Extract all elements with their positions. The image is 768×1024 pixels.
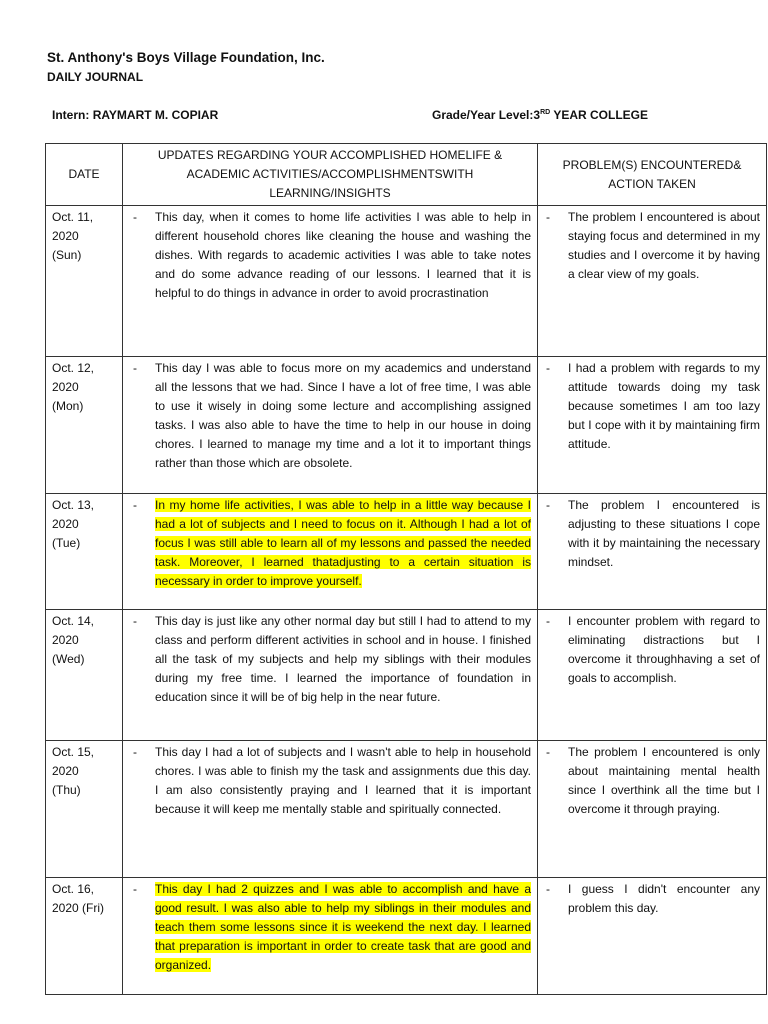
date-line: Oct. 14, [52,614,95,628]
grade-line [432,108,648,122]
update-text-block [155,743,531,819]
date-line: Oct. 16, [52,882,95,896]
update-text-block [155,359,531,473]
update-item [123,357,537,475]
update-item [123,741,537,821]
table-row [46,206,767,357]
bullet-dash: - [133,361,137,375]
problem-text-block [568,612,760,688]
problem-item [538,206,766,286]
update-text: This day, when it comes to home life activities I was able to help in different household chores like cleaning the house and washing the dishes. With regards to academic activities I was able to take notes and do some advance reading of our lessons. I learned that it is helpful to do things in advance in order to avoid procrastination [155,210,531,300]
problem-cell [538,357,767,494]
problem-text: The problem I encountered is about staying focus and determined in my studies and I overcome it by having a clear view of my goals. [568,210,760,281]
problem-cell [538,878,767,995]
bullet-dash: - [546,614,550,628]
update-text: This day I had a lot of subjects and I wasn't able to help in household chores. I was able to finish my the task and assignments due this day. I am also consistently praying and I learned that it is important because it will keep me mentally stable and spiritually connected. [155,745,531,816]
table-row [46,878,767,995]
bullet-dash: - [133,745,137,759]
bullet-dash: - [133,210,137,224]
update-text-highlighted: This day I had 2 quizzes and I was able to accomplish and have a good result. I was also able to help my siblings in their modules and teach them some lessons since it is weekend the next day. I learned that preparation is important in order to create task that are good and organized. [155,882,531,972]
intern-label: Intern: [52,108,90,122]
bullet-dash: - [546,745,550,759]
date-line: Oct. 15, [52,745,95,759]
grade-value: YEAR COLLEGE [550,108,648,122]
update-item-highlighted [123,494,537,593]
problem-cell [538,494,767,610]
bullet-dash: - [133,498,137,512]
problem-text-block [568,880,760,918]
table-row [46,741,767,878]
table-header-row [46,144,767,206]
problem-cell [538,206,767,357]
problem-text: The problem I encountered is adjusting to these situations I cope with it by maintaining the necessary mindset. [568,498,760,569]
update-cell [123,878,538,995]
update-text-highlighted: In my home life activities, I was able to help in a little way because I had a lot of subjects and I need to focus on it. Although I had a lot of focus I was still able to learn all of my lessons and passed the needed task. Moreover, I learned thatadjusting to a certain situation is necessary in order to improve yourself. [155,498,531,588]
date-cell [46,357,123,494]
date-line: (Tue) [52,536,81,550]
update-cell [123,741,538,878]
date-line: 2020 [52,380,79,394]
problem-item [538,741,766,821]
header-date: DATE [46,144,123,206]
bullet-dash: - [546,361,550,375]
date-line: Oct. 12, [52,361,95,375]
bullet-dash: - [546,882,550,896]
date-line: 2020 [52,517,79,531]
date-line: 2020 [52,633,79,647]
update-text: This day I was able to focus more on my academics and understand all the lessons that we had. Since I have a lot of free time, I was able to use it wisely in doing some lecture and accomplishing assigned tasks. I was also able to have the time to help in our house in doing chores. I learned to manage my time and a lot it to important things rather than those which are obsolete. [155,361,531,470]
date-cell [46,610,123,741]
update-cell [123,357,538,494]
date-line: (Thu) [52,783,81,797]
update-text-block [155,612,531,707]
problem-text-block [568,496,760,572]
update-cell [123,494,538,610]
update-item-highlighted [123,878,537,977]
document-type: DAILY JOURNAL [47,70,144,84]
date-cell [46,494,123,610]
table-row [46,357,767,494]
date-line: Oct. 11, [52,210,94,224]
problem-text: The problem I encountered is only about maintaining mental health since I overthink all the time but I overcome it through praying. [568,745,760,816]
update-text: This day is just like any other normal day but still I had to attend to my class and perform different activities in school and in house. I finished all the task of my subjects and help my siblings with their modules during my free time. I learned the importance of foundation in education since it will be of big help in the near future. [155,614,531,704]
grade-label: Grade/Year Level:3 [432,108,541,122]
problem-text: I had a problem with regards to my attitude towards doing my task because sometimes I am too lazy but I cope with it by maintaining firm attitude. [568,361,760,451]
problem-text-block [568,359,760,454]
date-line: (Wed) [52,652,85,666]
date-cell [46,741,123,878]
update-item [123,610,537,709]
date-line: (Sun) [52,248,82,262]
intern-line [52,108,218,122]
problem-item [538,494,766,574]
table-row [46,494,767,610]
problem-item [538,878,766,920]
problem-item [538,357,766,456]
update-item [123,206,537,305]
date-line: 2020 [52,229,79,243]
header-updates: UPDATES REGARDING YOUR ACCOMPLISHED HOMELIFE & ACADEMIC ACTIVITIES/ACCOMPLISHMENTSWITH LEARNING/INSIGHTS [123,144,538,206]
date-line: (Mon) [52,399,84,413]
update-text-block [155,496,531,591]
date-line: 2020 [52,764,79,778]
update-text-block [155,880,531,975]
journal-table [45,143,767,995]
bullet-dash: - [546,498,550,512]
problem-text: I encounter problem with regard to eliminating distractions but I overcome it throughhaving a set of goals to accomplish. [568,614,760,685]
date-line: Oct. 13, [52,498,95,512]
grade-superscript: RD [540,109,551,116]
update-cell [123,610,538,741]
bullet-dash: - [546,210,550,224]
problem-cell [538,741,767,878]
organization-title: St. Anthony's Boys Village Foundation, Inc. [47,50,325,65]
update-cell [123,206,538,357]
intern-name: RAYMART M. COPIAR [92,108,219,122]
date-line: 2020 (Fri) [52,901,105,915]
date-cell [46,878,123,995]
table-row [46,610,767,741]
problem-text-block [568,208,760,284]
date-cell [46,206,123,357]
header-problems: PROBLEM(S) ENCOUNTERED& ACTION TAKEN [538,144,767,206]
bullet-dash: - [133,882,137,896]
update-text-block [155,208,531,303]
problem-cell [538,610,767,741]
bullet-dash: - [133,614,137,628]
problem-item [538,610,766,690]
problem-text-block [568,743,760,819]
problem-text: I guess I didn't encounter any problem this day. [568,882,760,915]
